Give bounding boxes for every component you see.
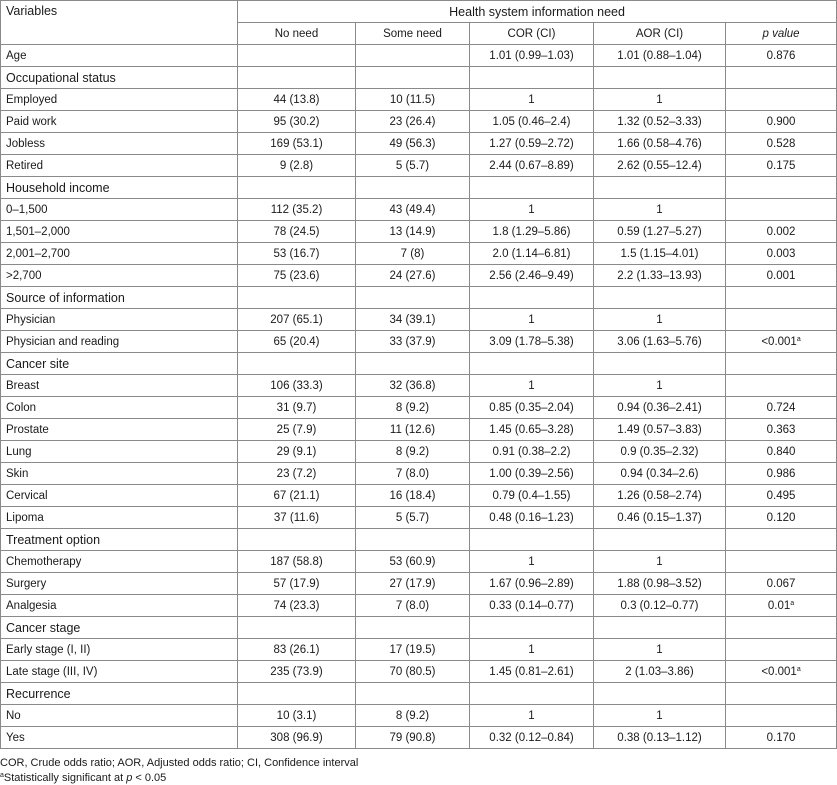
- cell-p: [726, 309, 837, 331]
- empty-cell: [594, 529, 726, 551]
- cell-aor: 1: [594, 199, 726, 221]
- row-label: Physician and reading: [1, 331, 238, 353]
- cell-aor: 0.3 (0.12–0.77): [594, 595, 726, 617]
- empty-cell: [470, 177, 594, 199]
- cell-cor: 1.45 (0.65–3.28): [470, 419, 594, 441]
- cell-cor: 0.79 (0.4–1.55): [470, 485, 594, 507]
- cell-cor: 1.01 (0.99–1.03): [470, 45, 594, 67]
- table-row: [1, 551, 837, 573]
- empty-cell: [726, 353, 837, 375]
- cell-p: 0.170: [726, 727, 837, 749]
- table-row: [1, 595, 837, 617]
- cell-no-need: 25 (7.9): [238, 419, 356, 441]
- cell-aor: 0.59 (1.27–5.27): [594, 221, 726, 243]
- row-label: Late stage (III, IV): [1, 661, 238, 683]
- category-label: Recurrence: [1, 683, 238, 705]
- cell-p: 0.876: [726, 45, 837, 67]
- cell-p: 0.003: [726, 243, 837, 265]
- row-label: Skin: [1, 463, 238, 485]
- empty-cell: [594, 353, 726, 375]
- cell-cor: 3.09 (1.78–5.38): [470, 331, 594, 353]
- footnote-marker: a: [0, 772, 4, 779]
- row-label: Chemotherapy: [1, 551, 238, 573]
- cell-aor: 1: [594, 89, 726, 111]
- cell-aor: 1: [594, 705, 726, 727]
- group-header: Health system information need: [238, 1, 837, 23]
- row-label: >2,700: [1, 265, 238, 287]
- cell-some-need: 7 (8.0): [356, 595, 470, 617]
- cell-some-need: 17 (19.5): [356, 639, 470, 661]
- significance-marker: a: [796, 335, 801, 343]
- cell-aor: 1.88 (0.98–3.52): [594, 573, 726, 595]
- row-label: Paid work: [1, 111, 238, 133]
- empty-cell: [238, 177, 356, 199]
- cell-some-need: 79 (90.8): [356, 727, 470, 749]
- category-row: [1, 353, 837, 375]
- cell-aor: 1: [594, 375, 726, 397]
- empty-cell: [470, 353, 594, 375]
- cell-p: 0.840: [726, 441, 837, 463]
- footnote-text: Statistically significant at: [3, 772, 127, 784]
- table-row: [1, 397, 837, 419]
- cell-no-need: 95 (30.2): [238, 111, 356, 133]
- cell-some-need: 7 (8): [356, 243, 470, 265]
- cell-aor: 2.2 (1.33–13.93): [594, 265, 726, 287]
- table-row: [1, 221, 837, 243]
- row-label: Age: [1, 45, 238, 67]
- empty-cell: [470, 287, 594, 309]
- cell-aor: 1: [594, 551, 726, 573]
- empty-cell: [470, 617, 594, 639]
- cell-cor: 0.33 (0.14–0.77): [470, 595, 594, 617]
- row-label: Yes: [1, 727, 238, 749]
- cell-some-need: 33 (37.9): [356, 331, 470, 353]
- cell-some-need: 8 (9.2): [356, 705, 470, 727]
- row-label: 0–1,500: [1, 199, 238, 221]
- cell-p: 0.986: [726, 463, 837, 485]
- p-value: <0.001: [761, 335, 797, 348]
- row-label: Employed: [1, 89, 238, 111]
- cell-some-need: 27 (17.9): [356, 573, 470, 595]
- cell-some-need: 10 (11.5): [356, 89, 470, 111]
- cell-some-need: 43 (49.4): [356, 199, 470, 221]
- empty-cell: [726, 67, 837, 89]
- cell-no-need: 31 (9.7): [238, 397, 356, 419]
- cell-no-need: 29 (9.1): [238, 441, 356, 463]
- cell-no-need: 37 (11.6): [238, 507, 356, 529]
- empty-cell: [594, 177, 726, 199]
- cell-cor: 1: [470, 639, 594, 661]
- row-label: Surgery: [1, 573, 238, 595]
- table-row: [1, 243, 837, 265]
- cell-some-need: [356, 45, 470, 67]
- cell-cor: 0.85 (0.35–2.04): [470, 397, 594, 419]
- row-label: Jobless: [1, 133, 238, 155]
- cell-some-need: 23 (26.4): [356, 111, 470, 133]
- table-row: [1, 111, 837, 133]
- cell-p: [726, 331, 837, 353]
- cell-no-need: 10 (3.1): [238, 705, 356, 727]
- cell-cor: 1.00 (0.39–2.56): [470, 463, 594, 485]
- cell-some-need: 32 (36.8): [356, 375, 470, 397]
- cell-some-need: 5 (5.7): [356, 155, 470, 177]
- cell-no-need: 65 (20.4): [238, 331, 356, 353]
- cell-cor: 1.8 (1.29–5.86): [470, 221, 594, 243]
- cell-no-need: 112 (35.2): [238, 199, 356, 221]
- cell-cor: 1.67 (0.96–2.89): [470, 573, 594, 595]
- table-row: [1, 419, 837, 441]
- cell-p: 0.724: [726, 397, 837, 419]
- category-row: [1, 529, 837, 551]
- table-row: [1, 199, 837, 221]
- empty-cell: [594, 287, 726, 309]
- empty-cell: [726, 529, 837, 551]
- cell-p: 0.528: [726, 133, 837, 155]
- table-row: [1, 45, 837, 67]
- table-row: [1, 375, 837, 397]
- cell-p: [726, 639, 837, 661]
- cell-some-need: 16 (18.4): [356, 485, 470, 507]
- col-no-need: No need: [238, 23, 356, 45]
- cell-aor: 1.26 (0.58–2.74): [594, 485, 726, 507]
- row-label: Lung: [1, 441, 238, 463]
- cell-cor: 2.56 (2.46–9.49): [470, 265, 594, 287]
- cell-no-need: 67 (21.1): [238, 485, 356, 507]
- cell-p: [726, 551, 837, 573]
- cell-cor: 1.27 (0.59–2.72): [470, 133, 594, 155]
- row-label: No: [1, 705, 238, 727]
- cell-no-need: 106 (33.3): [238, 375, 356, 397]
- cell-no-need: 75 (23.6): [238, 265, 356, 287]
- row-label: Early stage (I, II): [1, 639, 238, 661]
- cell-cor: 1: [470, 375, 594, 397]
- table-row: [1, 309, 837, 331]
- cell-no-need: 53 (16.7): [238, 243, 356, 265]
- cell-some-need: 5 (5.7): [356, 507, 470, 529]
- cell-no-need: 169 (53.1): [238, 133, 356, 155]
- cell-cor: 2.44 (0.67–8.89): [470, 155, 594, 177]
- cell-some-need: 53 (60.9): [356, 551, 470, 573]
- row-label: Prostate: [1, 419, 238, 441]
- cell-cor: 1: [470, 705, 594, 727]
- cell-no-need: 74 (23.3): [238, 595, 356, 617]
- cell-p: [726, 375, 837, 397]
- significance-footnote: [0, 772, 166, 784]
- category-label: Household income: [1, 177, 238, 199]
- cell-no-need: 9 (2.8): [238, 155, 356, 177]
- cell-p: 0.002: [726, 221, 837, 243]
- cell-some-need: 24 (27.6): [356, 265, 470, 287]
- row-label: Lipoma: [1, 507, 238, 529]
- cell-cor: 1: [470, 199, 594, 221]
- empty-cell: [238, 617, 356, 639]
- header-row-1: [1, 1, 837, 23]
- table-row: [1, 727, 837, 749]
- cell-cor: 1: [470, 309, 594, 331]
- category-row: [1, 177, 837, 199]
- empty-cell: [356, 683, 470, 705]
- empty-cell: [356, 177, 470, 199]
- empty-cell: [238, 287, 356, 309]
- table-row: [1, 441, 837, 463]
- empty-cell: [726, 617, 837, 639]
- empty-cell: [356, 529, 470, 551]
- row-label: 1,501–2,000: [1, 221, 238, 243]
- cell-p: [726, 89, 837, 111]
- category-label: Occupational status: [1, 67, 238, 89]
- cell-cor: 0.32 (0.12–0.84): [470, 727, 594, 749]
- variables-header: Variables: [1, 1, 238, 45]
- empty-cell: [470, 683, 594, 705]
- cell-no-need: 207 (65.1): [238, 309, 356, 331]
- cell-p: 0.495: [726, 485, 837, 507]
- empty-cell: [238, 683, 356, 705]
- empty-cell: [238, 529, 356, 551]
- empty-cell: [356, 353, 470, 375]
- cell-aor: 1.66 (0.58–4.76): [594, 133, 726, 155]
- cell-aor: 0.94 (0.36–2.41): [594, 397, 726, 419]
- table-row: [1, 463, 837, 485]
- cell-no-need: [238, 45, 356, 67]
- cell-no-need: 57 (17.9): [238, 573, 356, 595]
- cell-p: 0.175: [726, 155, 837, 177]
- cell-p: [726, 595, 837, 617]
- col-aor: AOR (CI): [594, 23, 726, 45]
- row-label: Cervical: [1, 485, 238, 507]
- empty-cell: [356, 287, 470, 309]
- cell-aor: 0.38 (0.13–1.12): [594, 727, 726, 749]
- cell-aor: 0.46 (0.15–1.37): [594, 507, 726, 529]
- cell-some-need: 8 (9.2): [356, 441, 470, 463]
- cell-cor: 0.91 (0.38–2.2): [470, 441, 594, 463]
- empty-cell: [238, 353, 356, 375]
- table-row: [1, 331, 837, 353]
- cell-some-need: 49 (56.3): [356, 133, 470, 155]
- category-row: [1, 617, 837, 639]
- cell-cor: 1: [470, 551, 594, 573]
- cell-p: 0.067: [726, 573, 837, 595]
- category-label: Cancer site: [1, 353, 238, 375]
- cell-aor: 3.06 (1.63–5.76): [594, 331, 726, 353]
- category-label: Cancer stage: [1, 617, 238, 639]
- category-row: [1, 67, 837, 89]
- cell-p: [726, 199, 837, 221]
- cell-p: 0.120: [726, 507, 837, 529]
- cell-some-need: 8 (9.2): [356, 397, 470, 419]
- cell-cor: 1.45 (0.81–2.61): [470, 661, 594, 683]
- cell-p: [726, 661, 837, 683]
- row-label: Physician: [1, 309, 238, 331]
- table-row: [1, 661, 837, 683]
- col-p-value: p value: [726, 23, 837, 45]
- category-row: [1, 683, 837, 705]
- cell-aor: 1.5 (1.15–4.01): [594, 243, 726, 265]
- empty-cell: [594, 67, 726, 89]
- cell-aor: 0.94 (0.34–2.6): [594, 463, 726, 485]
- col-some-need: Some need: [356, 23, 470, 45]
- cell-no-need: 308 (96.9): [238, 727, 356, 749]
- cell-cor: 1: [470, 89, 594, 111]
- cell-cor: 2.0 (1.14–6.81): [470, 243, 594, 265]
- cell-aor: 2 (1.03–3.86): [594, 661, 726, 683]
- empty-cell: [356, 67, 470, 89]
- cell-aor: 0.9 (0.35–2.32): [594, 441, 726, 463]
- row-label: 2,001–2,700: [1, 243, 238, 265]
- col-cor: COR (CI): [470, 23, 594, 45]
- category-label: Source of information: [1, 287, 238, 309]
- empty-cell: [356, 617, 470, 639]
- significance-marker: a: [790, 599, 795, 607]
- cell-aor: 1: [594, 309, 726, 331]
- cell-p: 0.900: [726, 111, 837, 133]
- row-label: Colon: [1, 397, 238, 419]
- table-row: [1, 485, 837, 507]
- table-row: [1, 133, 837, 155]
- empty-cell: [594, 617, 726, 639]
- empty-cell: [470, 529, 594, 551]
- table-row: [1, 507, 837, 529]
- cell-aor: 1.49 (0.57–3.83): [594, 419, 726, 441]
- cell-no-need: 44 (13.8): [238, 89, 356, 111]
- cell-aor: 1: [594, 639, 726, 661]
- empty-cell: [594, 683, 726, 705]
- empty-cell: [726, 683, 837, 705]
- cell-some-need: 34 (39.1): [356, 309, 470, 331]
- category-row: [1, 287, 837, 309]
- cell-p: 0.363: [726, 419, 837, 441]
- cell-some-need: 11 (12.6): [356, 419, 470, 441]
- cell-no-need: 187 (58.8): [238, 551, 356, 573]
- abbreviation-footnote: COR, Crude odds ratio; AOR, Adjusted odds ratio; CI, Confidence interval: [0, 757, 359, 769]
- table-row: [1, 639, 837, 661]
- cell-cor: 1.05 (0.46–2.4): [470, 111, 594, 133]
- row-label: Analgesia: [1, 595, 238, 617]
- table-row: [1, 265, 837, 287]
- significance-marker: a: [796, 665, 801, 673]
- empty-cell: [726, 177, 837, 199]
- table-row: [1, 89, 837, 111]
- row-label: Breast: [1, 375, 238, 397]
- cell-some-need: 13 (14.9): [356, 221, 470, 243]
- cell-some-need: 70 (80.5): [356, 661, 470, 683]
- cell-p: 0.001: [726, 265, 837, 287]
- cell-cor: 0.48 (0.16–1.23): [470, 507, 594, 529]
- cell-no-need: 83 (26.1): [238, 639, 356, 661]
- cell-aor: 1.32 (0.52–3.33): [594, 111, 726, 133]
- cell-aor: 1.01 (0.88–1.04): [594, 45, 726, 67]
- table-row: [1, 155, 837, 177]
- cell-no-need: 78 (24.5): [238, 221, 356, 243]
- cell-some-need: 7 (8.0): [356, 463, 470, 485]
- cell-p: [726, 705, 837, 727]
- table-row: [1, 705, 837, 727]
- footnote-p: p: [126, 772, 133, 784]
- table-row: [1, 573, 837, 595]
- category-label: Treatment option: [1, 529, 238, 551]
- p-value: <0.001: [761, 665, 797, 678]
- empty-cell: [470, 67, 594, 89]
- cell-aor: 2.62 (0.55–12.4): [594, 155, 726, 177]
- cell-no-need: 235 (73.9): [238, 661, 356, 683]
- cell-no-need: 23 (7.2): [238, 463, 356, 485]
- footnote-threshold: < 0.05: [132, 772, 167, 784]
- p-value: 0.01: [767, 599, 791, 612]
- row-label: Retired: [1, 155, 238, 177]
- empty-cell: [726, 287, 837, 309]
- empty-cell: [238, 67, 356, 89]
